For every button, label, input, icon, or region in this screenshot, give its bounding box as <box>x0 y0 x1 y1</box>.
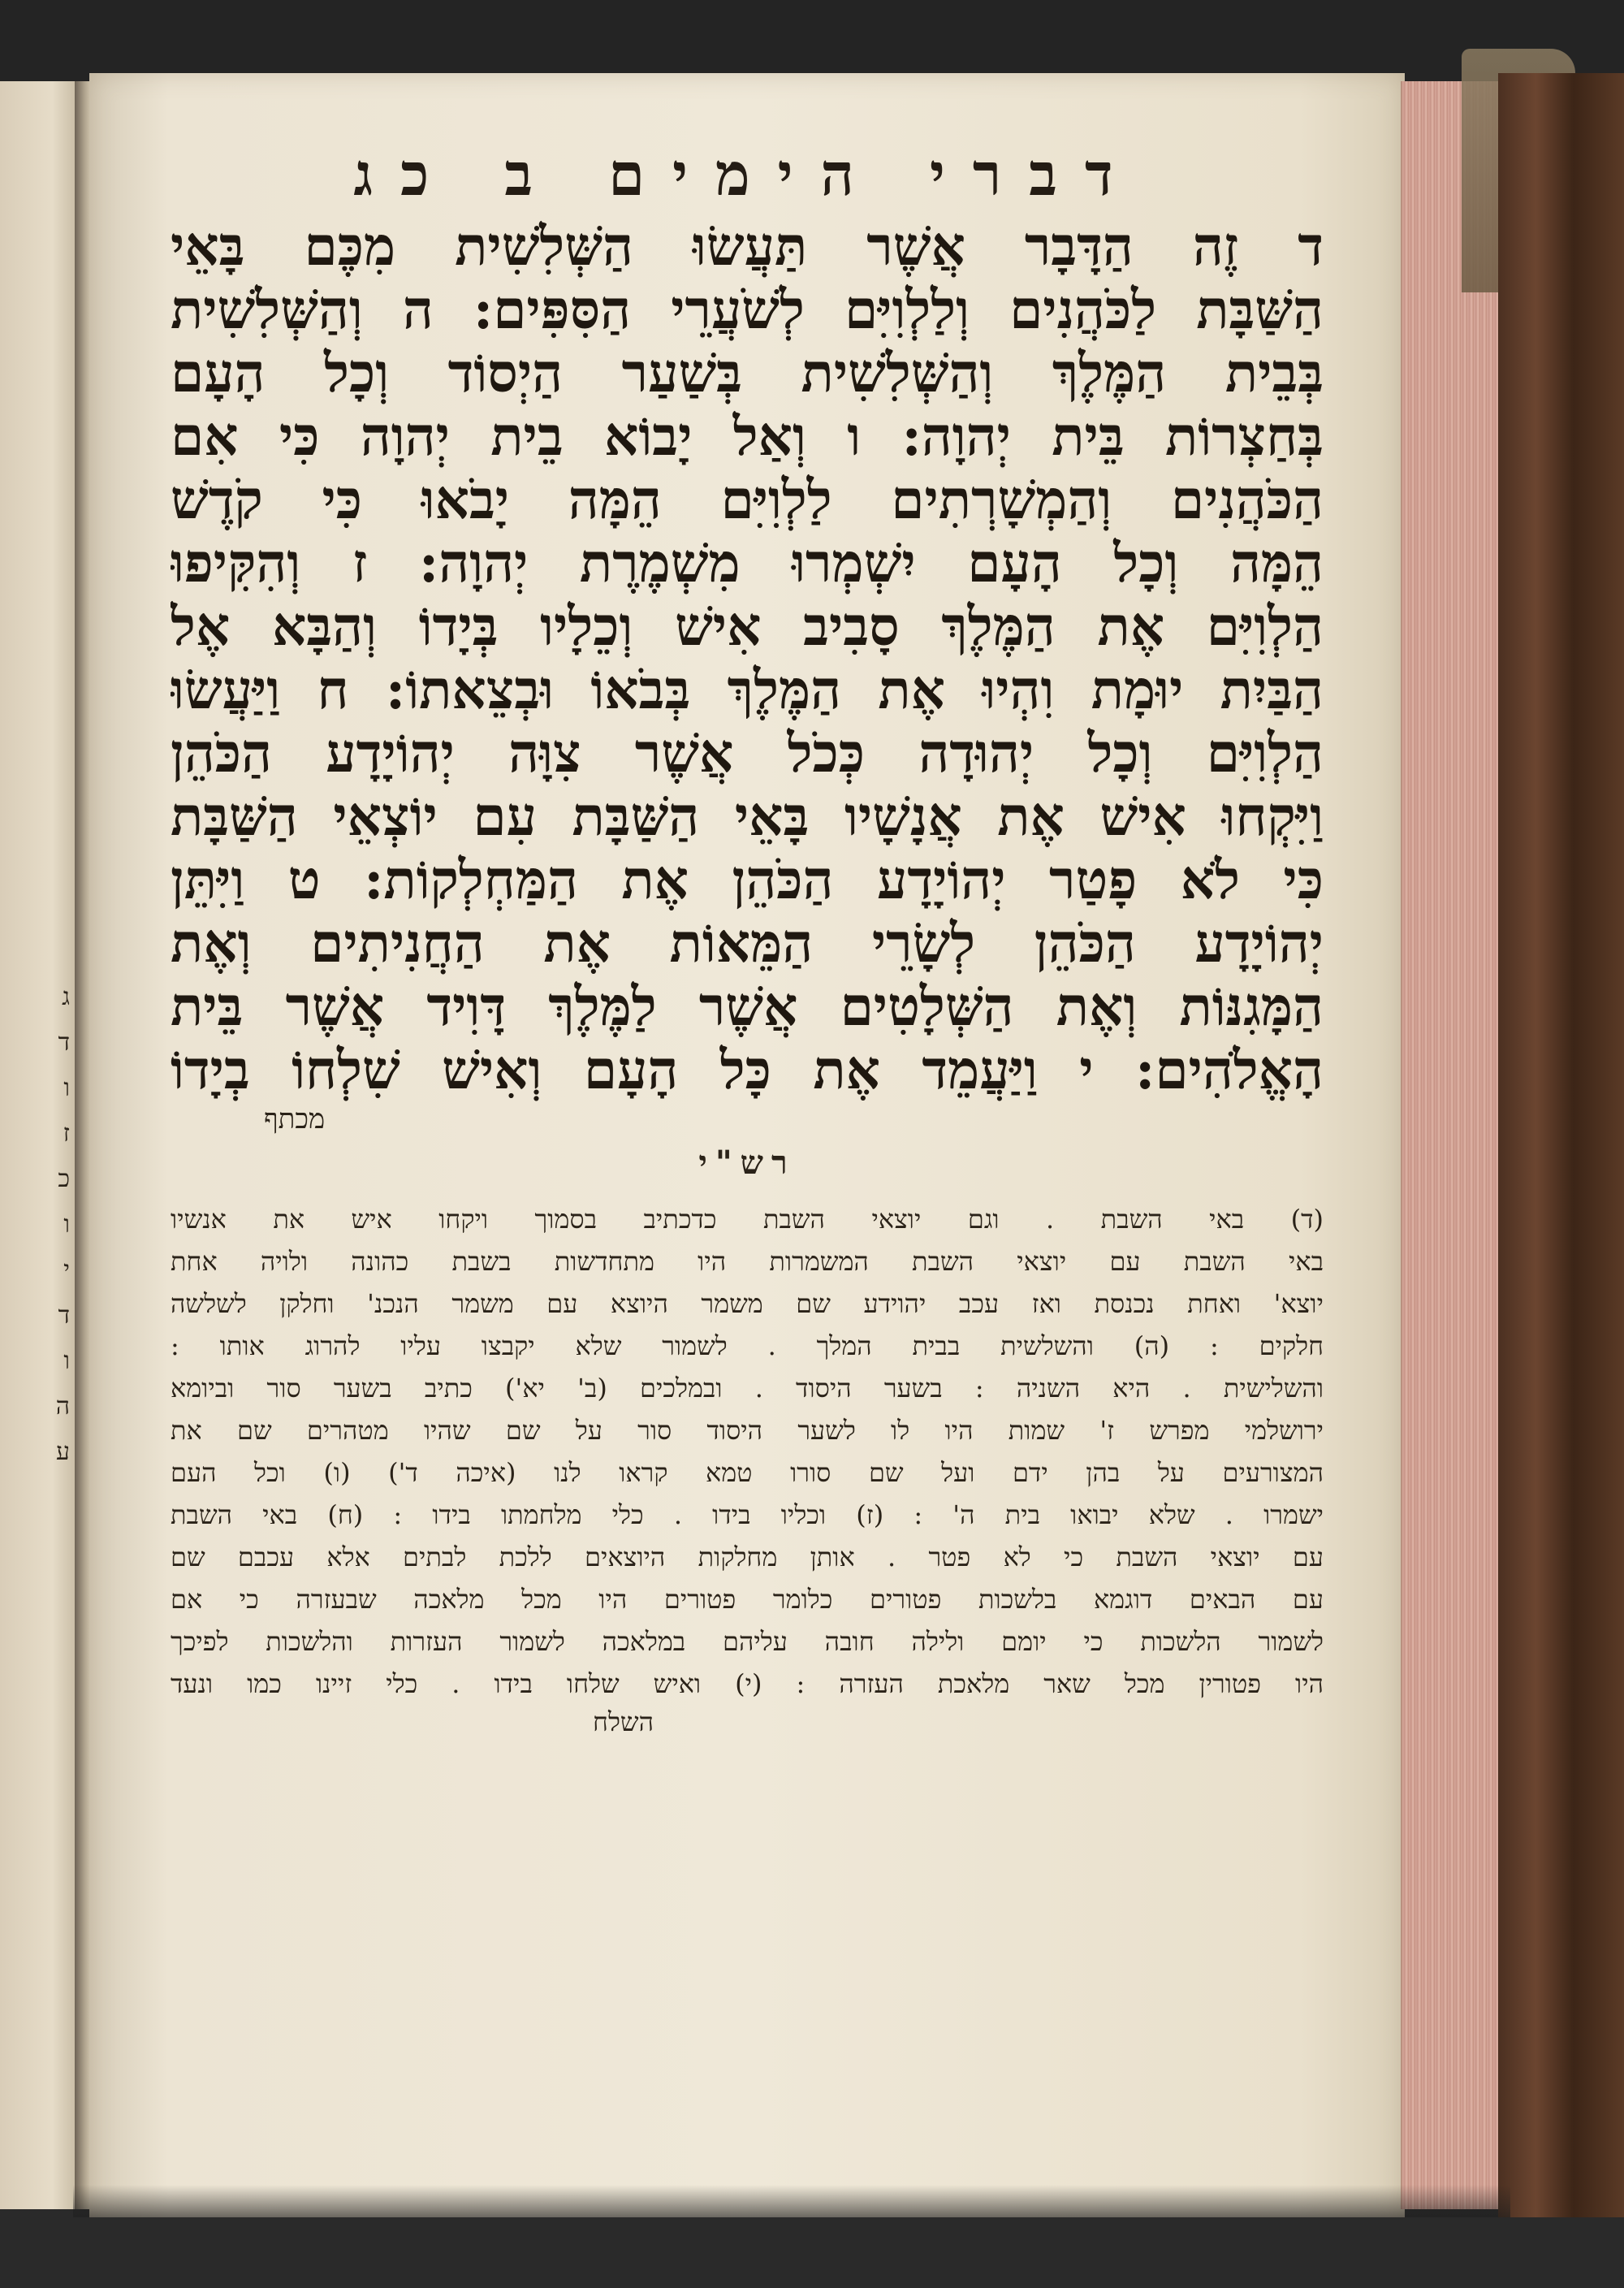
commentary-line: ישמרו . שלא יבואו בית ה' : (ז) וכליו בידו . כלי מלחמתו בידו : (ח) באי השבת <box>171 1499 1324 1531</box>
commentary-line: יוצא' ואחת נכנסת ואז עכב יהוידע שם משמר היוצא עם משמר הנכנ' וחלקן לשלשה <box>171 1288 1324 1320</box>
verse-line: וַיִּקְחוּ אִישׁ אֶת אֲנָשָׁיו בָּאֵי הַשַּׁבָּת עִם יוֹצְאֵי הַשַּׁבָּת <box>171 785 1324 849</box>
commentary-line: המצורעים על בהן ידם ועל שם סורו טמא קראו לנו (איכה ד') (ו) וכל העם <box>171 1457 1324 1489</box>
verse-line: הַלְוִיִּם וְכָל יְהוּדָה כְּכֹל אֲשֶׁר צִוָּה יְהוֹיָדָע הַכֹּהֵן <box>171 721 1324 785</box>
commentary-title: רש"י <box>698 1144 796 1183</box>
page-bottom-shadow <box>73 2185 1510 2217</box>
commentary-text <box>171 1198 1324 1705</box>
verse-line: הֵמָּה וְכָל הָעָם יִשְׁמְרוּ מִשְׁמֶרֶת יְהוָה: ז וְהִקִּיפוּ <box>171 531 1324 595</box>
verse-line: הַשַּׁבָּת לַכֹּהֲנִים וְלַלְוִיִּם לְשֹׁעֲרֵי הַסִּפִּים: ה וְהַשְּׁלִשִׁית <box>171 278 1324 342</box>
previous-page-text-fragments: ג ד ו ז כ ו י ד ו ה ע <box>55 983 70 1466</box>
verse-line: בְּחַצְרוֹת בֵּית יְהוָה: ו וְאַל יָבוֹא בֵית יְהוָה כִּי אִם <box>171 404 1324 469</box>
page-fore-edge <box>1401 81 1500 2209</box>
commentary-line: עם יוצאי השבת כי לא פטר . אותן מחלקות היוצאים ללכת לבתים אלא עכבם שם <box>171 1542 1324 1573</box>
commentary-line: לשמור הלשכות כי יומם ולילה חובה עליהם במלאכה לשמור העזרות והלשכות לפיכך <box>171 1626 1324 1658</box>
commentary-line: עם הבאים דוגמא בלשכות פטורים כלומר פטורים היו מכל מלאכה שבעזרה כי אם <box>171 1584 1324 1615</box>
commentary-line: ירושלמי מפרש ז' שמות היו לו לשער היסוד סור על שם שהיו מטהרים שם את <box>171 1415 1324 1447</box>
commentary-line: חלקים : (ה) והשלשית בבית המלך . לשמור שלא יקבצו עליו להרוג אותו : <box>171 1330 1324 1362</box>
commentary-catchword: השלח <box>593 1706 654 1738</box>
verse-line: יְהוֹיָדָע הַכֹּהֵן לְשָׂרֵי הַמֵּאוֹת אֶת הַחֲנִיתִים וְאֶת <box>171 911 1324 975</box>
commentary-line: היו פטורין מכל שאר מלאכת העזרה : (י) ואיש שלחו בידו . כלי זיינו כמו ונעד <box>171 1668 1324 1700</box>
verse-line: הַכֹּהֲנִים וְהַמְשָׁרְתִים לַלְוִיִּם הֵמָּה יָבֹאוּ כִּי קֹדֶשׁ <box>171 468 1324 532</box>
catchword: מכתף <box>264 1103 326 1136</box>
book-cover <box>1498 73 1624 2217</box>
verse-line: כִּי לֹא פָטַר יְהוֹיָדָע הַכֹּהֵן אֶת הַמַּחְלְקוֹת: ט וַיִּתֵּן <box>171 848 1324 912</box>
previous-page-edge <box>0 81 77 2209</box>
verse-line: הַבַּיִת יוּמָת וִהְיוּ אֶת הַמֶּלֶךְ בְּבֹאוֹ וּבְצֵאתוֹ: ח וַיַּעֲשׂוּ <box>171 658 1324 722</box>
commentary-line: והשלישית . היא השניה : בשער היסוד . ובמלכים (ב' יא') כתיב בשער סור וביומא <box>171 1373 1324 1404</box>
running-head: דברי הימים ב כג <box>353 140 1141 209</box>
verse-line: ד זֶה הַדָּבָר אֲשֶׁר תַּעֲשׂוּ הַשְּׁלִשִׁית מִכֶּם בָּאֵי <box>171 214 1324 279</box>
page-content <box>171 142 1324 1737</box>
verse-line: בְּבֵית הַמֶּלֶךְ וְהַשְּׁלִשִׁית בְּשַׁעַר הַיְסוֹד וְכָל הָעָם <box>171 341 1324 405</box>
commentary-line: (ד) באי השבת . וגם יוצאי השבת כדכתיב בסמוך ויקחו איש את אנשיו <box>171 1204 1324 1235</box>
verse-line: הָאֱלֹהִים: י וַיַּעֲמֵד אֶת כָּל הָעָם וְאִישׁ שִׁלְחוֹ בְיָדוֹ <box>171 1038 1324 1102</box>
verse-line: הַמָּגִנּוֹת וְאֶת הַשְּׁלָטִים אֲשֶׁר לַמֶּלֶךְ דָּוִיד אֲשֶׁר בֵּית <box>171 975 1324 1039</box>
bible-text <box>171 214 1324 1101</box>
verse-line: הַלְוִיִּם אֶת הַמֶּלֶךְ סָבִיב אִישׁ וְכֵלָיו בְּיָדוֹ וְהַבָּא אֶל <box>171 595 1324 659</box>
commentary-line: באי השבת עם יוצאי השבת המשמרות היו מתחדשות בשבת כהונה ולויה אחת <box>171 1246 1324 1278</box>
